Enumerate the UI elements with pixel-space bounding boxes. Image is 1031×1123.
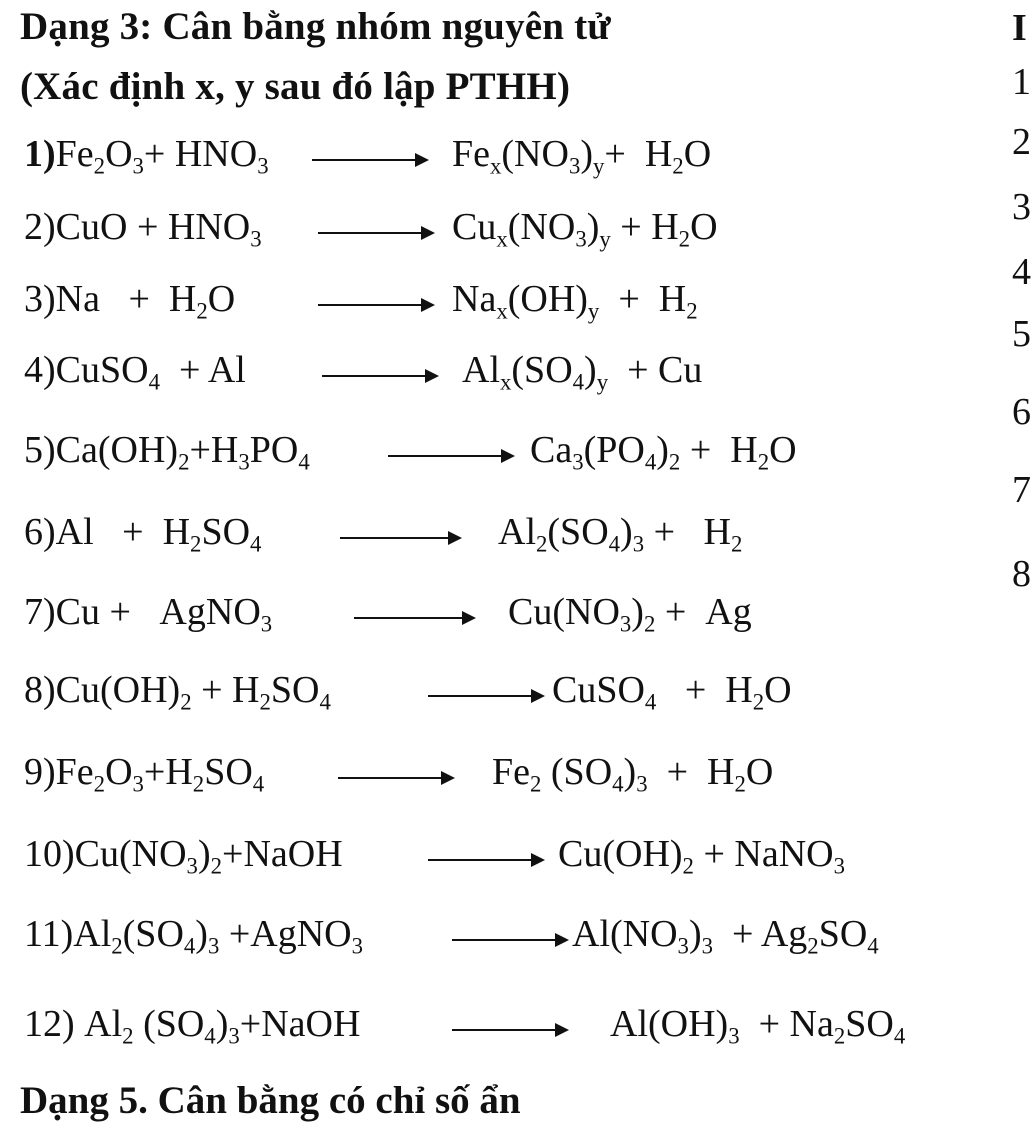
reactants: $Na + H_2O$ bbox=[55, 278, 236, 324]
products: $Cu(OH)_2$ + NaNO$_3$ bbox=[558, 833, 845, 879]
edge-glyph: I bbox=[1012, 7, 1027, 49]
reaction-arrow-icon bbox=[354, 617, 474, 619]
equation-row bbox=[24, 205, 718, 261]
equation-row bbox=[24, 590, 752, 646]
reaction-arrow-icon bbox=[428, 695, 543, 697]
reaction-arrow-icon bbox=[340, 537, 460, 539]
products: $Fe_x(NO_3)_y+ H_2O$ bbox=[452, 133, 712, 179]
edge-glyph: 8 bbox=[1012, 553, 1031, 595]
equation-number: 1) bbox=[24, 133, 56, 175]
products: $Fe_2$ $(SO_4)_3 + H_2O$ bbox=[492, 751, 774, 797]
reaction-arrow-icon bbox=[312, 159, 427, 161]
equation-number: 6) bbox=[24, 511, 56, 553]
reactants: $Fe_2O_3+ HNO_3$ bbox=[55, 133, 269, 179]
edge-glyph: 6 bbox=[1012, 391, 1031, 433]
reaction-arrow-icon bbox=[388, 455, 513, 457]
products: $Al_x(SO_4)_y + Cu$ bbox=[462, 349, 703, 395]
equation-number: 10) bbox=[24, 833, 75, 875]
reaction-arrow-icon bbox=[452, 939, 567, 941]
reaction-arrow-icon bbox=[452, 1029, 567, 1031]
reactants: $Al + H_2SO_4$ bbox=[55, 511, 262, 557]
products: $Cu_x(NO_3)_y + H_2O$ bbox=[452, 206, 718, 252]
equation-row bbox=[24, 277, 698, 333]
reactants: CuSO$_4$ + Al bbox=[55, 349, 246, 395]
reaction-arrow-icon bbox=[428, 859, 543, 861]
reaction-arrow-icon bbox=[318, 232, 433, 234]
edge-glyph: 1 bbox=[1012, 61, 1031, 103]
equation-row bbox=[24, 428, 797, 484]
reaction-arrow-icon bbox=[338, 777, 453, 779]
edge-glyph: 3 bbox=[1012, 186, 1031, 228]
equation-row bbox=[24, 668, 792, 724]
section-subtitle: (Xác định x, y sau đó lập PTHH) bbox=[20, 65, 571, 108]
reactants: $Fe_2O_3+H_2SO_4$ bbox=[55, 751, 265, 797]
next-section-title-cut: Dạng 5. Cân bằng có chỉ số ẩn bbox=[20, 1079, 521, 1122]
equation-number: 8) bbox=[24, 669, 56, 711]
equation-row bbox=[24, 348, 703, 404]
equation-number: 11) bbox=[24, 913, 74, 955]
equation-number: 12) bbox=[24, 1003, 75, 1045]
equation-row bbox=[24, 510, 743, 566]
products: $Al(OH)_3 + Na_2SO_4$ bbox=[610, 1003, 906, 1049]
edge-glyph: 4 bbox=[1012, 251, 1031, 293]
reactants: $Ca(OH)_2+H_3PO_4$ bbox=[55, 429, 310, 475]
products: CuSO$_4$ + $H_2O$ bbox=[552, 669, 792, 715]
reactants: $Al_2$ $(SO_4)_3+NaOH$ bbox=[74, 1003, 361, 1049]
equation-row bbox=[24, 832, 845, 888]
products: $Al_2(SO_4)_3 + H_2$ bbox=[498, 511, 743, 557]
reactants: CuO + $HNO_3$ bbox=[55, 206, 262, 252]
products: $Na_x(OH)_y + H_2$ bbox=[452, 278, 698, 324]
reaction-arrow-icon bbox=[318, 304, 433, 306]
edge-glyph: 5 bbox=[1012, 313, 1031, 355]
reactants: Cu + AgNO$_3$ bbox=[55, 591, 273, 637]
equation-row bbox=[24, 912, 879, 968]
equation-row bbox=[24, 750, 774, 806]
products: $Cu(NO_3)_2 + Ag$ bbox=[508, 591, 752, 637]
equation-number: 2) bbox=[24, 206, 56, 248]
equation-row bbox=[24, 132, 712, 188]
section-title: Dạng 3: Cân bằng nhóm nguyên tử bbox=[20, 5, 611, 48]
equation-number: 4) bbox=[24, 349, 56, 391]
equation-number: 7) bbox=[24, 591, 56, 633]
equation-number: 3) bbox=[24, 278, 56, 320]
reaction-arrow-icon bbox=[322, 375, 437, 377]
equation-row bbox=[24, 1002, 906, 1058]
reactants: $Cu(OH)_2 + H_2SO_4$ bbox=[55, 669, 331, 715]
reactants: $Al_2(SO_4)_3$ +AgNO$_3$ bbox=[73, 913, 364, 959]
equation-number: 9) bbox=[24, 751, 56, 793]
products: $Ca_3(PO_4)_2 + H_2O$ bbox=[530, 429, 797, 475]
reactants: $Cu(NO_3)_2+NaOH$ bbox=[74, 833, 343, 879]
equation-number: 5) bbox=[24, 429, 56, 471]
edge-glyph: 2 bbox=[1012, 121, 1031, 163]
edge-glyph: 7 bbox=[1012, 469, 1031, 511]
products: $Al(NO_3)_3 + Ag_2SO_4$ bbox=[572, 913, 879, 959]
